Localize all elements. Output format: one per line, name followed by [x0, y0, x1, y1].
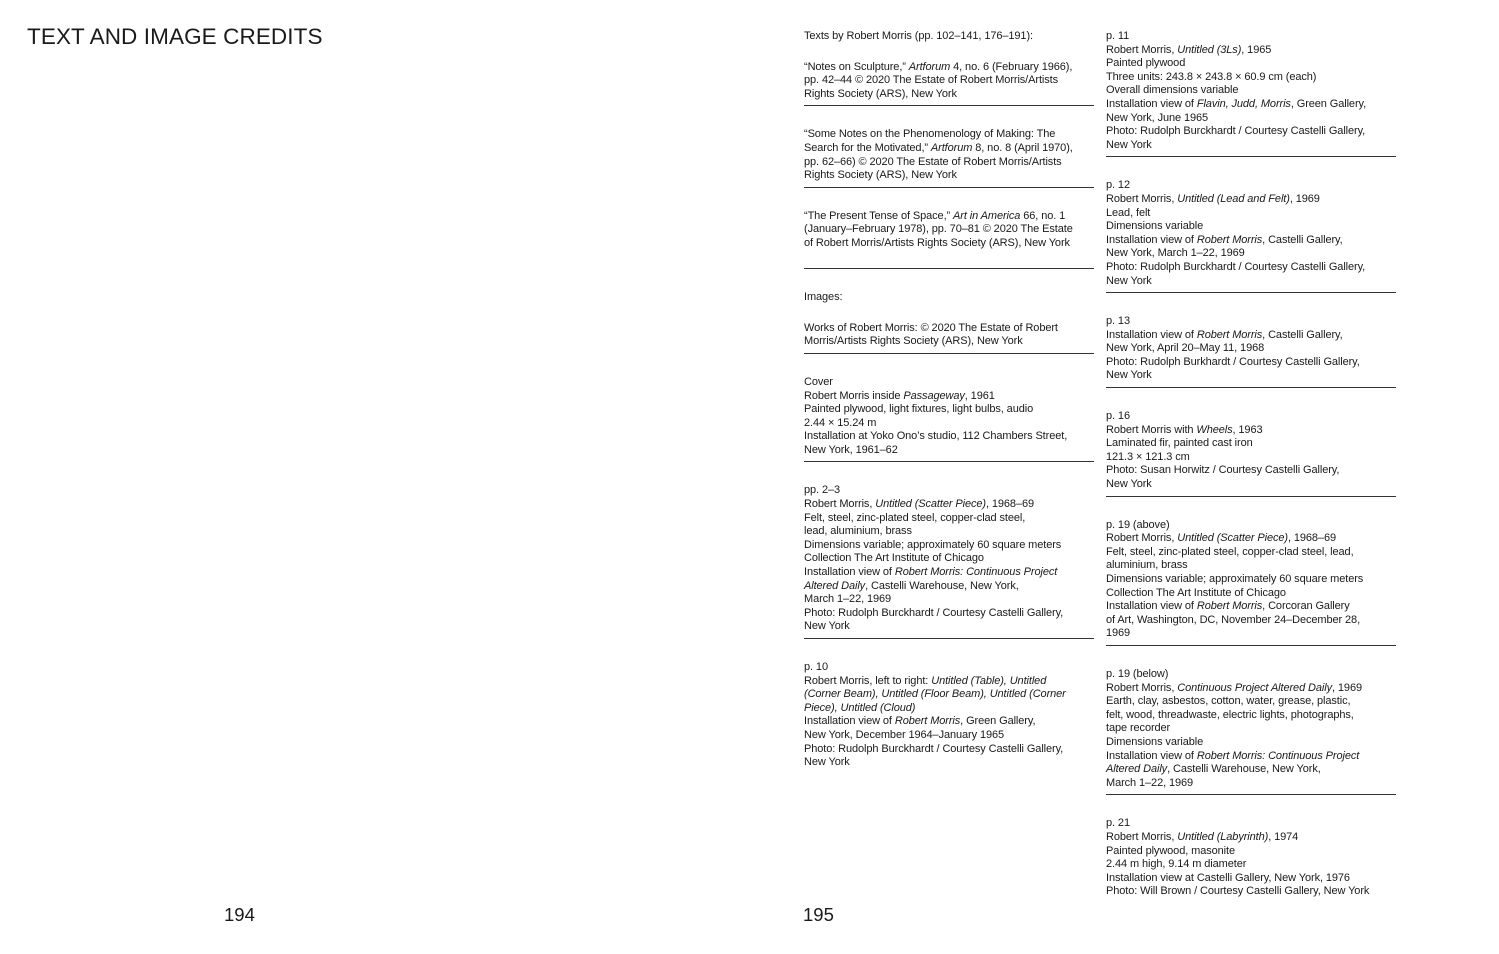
credit-entry	[1106, 315, 1396, 388]
credit-line: March 1–22, 1969	[1106, 776, 1194, 789]
credit-line: New York, March 1–22, 1969	[1106, 247, 1245, 260]
credit-line: p. 13	[1106, 315, 1130, 328]
credit-line: Installation view of Robert Morris: Continuous Project	[804, 566, 1058, 579]
credit-line: Robert Morris, Untitled (Labyrinth), 1974	[1106, 830, 1299, 843]
credit-line: Felt, steel, zinc-plated steel, copper-clad steel, lead,	[1106, 545, 1354, 558]
credit-line: Dimensions variable	[1106, 220, 1204, 233]
credit-entry	[804, 376, 1094, 463]
credit-line: lead, aluminium, brass	[804, 525, 912, 538]
credit-line: Painted plywood, masonite	[1106, 844, 1235, 857]
credit-line: aluminium, brass	[1106, 559, 1188, 572]
credit-line: Installation view at Castelli Gallery, New York, 1976	[1106, 871, 1350, 884]
credit-line: New York	[1106, 478, 1152, 491]
credit-line: Installation view of Flavin, Judd, Morris, Green Gallery,	[1106, 97, 1367, 110]
credit-line: New York	[804, 756, 850, 769]
credit-line: pp. 62–66) © 2020 The Estate of Robert Morris/Artists	[804, 155, 1062, 168]
credit-line: Installation view of Robert Morris, Castelli Gallery,	[1106, 328, 1343, 341]
credit-entry	[1106, 668, 1396, 795]
credit-line: Collection The Art Institute of Chicago	[804, 552, 984, 565]
credit-line: Morris/Artists Rights Society (ARS), New York	[804, 335, 1023, 348]
credit-line: Overall dimensions variable	[1106, 84, 1239, 97]
credit-line: Three units: 243.8 × 243.8 × 60.9 cm (each)	[1106, 70, 1317, 83]
credit-line: March 1–22, 1969	[804, 593, 892, 606]
credit-entry	[804, 484, 1094, 639]
credit-line: Cover	[804, 375, 833, 388]
credit-line: Images:	[804, 291, 843, 304]
credit-line: Felt, steel, zinc-plated steel, copper-clad steel,	[804, 511, 1026, 524]
credit-line: 121.3 × 121.3 cm	[1106, 450, 1190, 463]
credit-line: “Notes on Sculpture,” Artforum 4, no. 6 (February 1966),	[804, 60, 1073, 73]
credit-line: Photo: Rudolph Burckhardt / Courtesy Castelli Gallery,	[804, 742, 1064, 755]
credit-entry	[804, 291, 1094, 309]
credit-entry	[804, 61, 1094, 107]
page-title: TEXT AND IMAGE CREDITS	[27, 24, 323, 49]
credit-entry	[1106, 817, 1396, 903]
credit-line: New York, December 1964–January 1965	[804, 728, 1005, 741]
credit-line: Photo: Rudolph Burckhardt / Courtesy Castelli Gallery,	[1106, 125, 1366, 138]
credit-line: p. 16	[1106, 410, 1130, 423]
credit-line: Robert Morris, Untitled (Lead and Felt), 1969	[1106, 192, 1320, 205]
credit-entry	[1106, 519, 1396, 646]
credit-entry	[804, 128, 1094, 187]
credit-entry	[1106, 30, 1396, 157]
page-number-right: 195	[803, 904, 834, 925]
credit-line: pp. 42–44 © 2020 The Estate of Robert Morris/Artists	[804, 74, 1058, 87]
credit-line: New York	[1106, 274, 1152, 287]
credit-line: Altered Daily, Castelli Warehouse, New York,	[1106, 763, 1321, 776]
credit-line: (January–February 1978), pp. 70–81 © 2020 The Estate	[804, 223, 1073, 236]
credit-line: of Art, Washington, DC, November 24–December 28,	[1106, 613, 1361, 626]
credit-line: Lead, felt	[1106, 206, 1151, 219]
credit-line: “The Present Tense of Space,” Art in America 66, no. 1	[804, 209, 1066, 222]
credit-line: 2.44 × 15.24 m	[804, 416, 877, 429]
credit-line: Installation view of Robert Morris: Continuous Project	[1106, 749, 1360, 762]
credit-line: of Robert Morris/Artists Rights Society (ARS), New York	[804, 236, 1070, 249]
credit-line: Altered Daily, Castelli Warehouse, New York,	[804, 579, 1019, 592]
credit-line: pp. 2–3	[804, 484, 841, 497]
credit-line: New York	[804, 620, 850, 633]
credit-line: Rights Society (ARS), New York	[804, 87, 957, 100]
credit-line: Robert Morris, Untitled (Scatter Piece), 1968–69	[1106, 532, 1336, 545]
credit-line: p. 21	[1106, 817, 1130, 830]
credit-line: p. 12	[1106, 179, 1130, 192]
credit-line: Texts by Robert Morris (pp. 102–141, 176–191):	[804, 30, 1033, 42]
credit-line: New York, June 1965	[1106, 111, 1209, 124]
credit-line: Photo: Will Brown / Courtesy Castelli Gallery, New York	[1106, 885, 1370, 898]
credit-entry	[804, 210, 1094, 269]
credit-line: Photo: Susan Horwitz / Courtesy Castelli Gallery,	[1106, 464, 1340, 477]
credit-line: Installation view of Robert Morris, Green Gallery,	[804, 715, 1036, 728]
credit-entry	[804, 661, 1094, 774]
credit-line: (Corner Beam), Untitled (Floor Beam), Untitled (Corner	[804, 688, 1066, 701]
credit-line: Robert Morris, left to right: Untitled (Table), Untitled	[804, 674, 1047, 687]
credit-line: 1969	[1106, 627, 1131, 640]
credit-line: Rights Society (ARS), New York	[804, 169, 957, 182]
credit-line: Works of Robert Morris: © 2020 The Estate of Robert	[804, 321, 1058, 334]
credit-line: Search for the Motivated,” Artforum 8, no. 8 (April 1970),	[804, 141, 1073, 154]
credit-line: Robert Morris with Wheels, 1963	[1106, 423, 1263, 436]
credit-line: p. 19 (above)	[1106, 518, 1170, 531]
credit-line: Dimensions variable	[1106, 735, 1204, 748]
credit-line: p. 10	[804, 661, 828, 673]
credit-line: tape recorder	[1106, 722, 1171, 735]
page-number-left: 194	[224, 904, 255, 925]
credit-line: Robert Morris, Untitled (Scatter Piece), 1968–69	[804, 498, 1034, 511]
credit-line: Earth, clay, asbestos, cotton, water, grease, plastic,	[1106, 695, 1351, 708]
credit-line: 2.44 m high, 9.14 m diameter	[1106, 858, 1247, 871]
credit-line: Piece), Untitled (Cloud)	[804, 701, 916, 714]
credit-line: Painted plywood, light fixtures, light bulbs, audio	[804, 403, 1034, 416]
credit-line: Robert Morris inside Passageway, 1961	[804, 389, 995, 402]
credit-line	[804, 251, 1094, 265]
credit-line: Dimensions variable; approximately 60 square meters	[804, 538, 1062, 551]
credit-line: Painted plywood	[1106, 57, 1186, 70]
credit-line: Installation at Yoko Ono’s studio, 112 Chambers Street,	[804, 430, 1068, 443]
credit-entry	[804, 30, 1094, 48]
credit-line: Robert Morris, Continuous Project Altered Daily, 1969	[1106, 681, 1362, 694]
credit-line: Photo: Rudolph Burkhardt / Courtesy Castelli Gallery,	[1106, 355, 1360, 368]
credit-entry	[1106, 410, 1396, 497]
credit-line: Dimensions variable; approximately 60 square meters	[1106, 573, 1364, 585]
credit-line: New York	[1106, 138, 1152, 151]
credits-column-right	[1106, 30, 1396, 916]
credit-line: Photo: Rudolph Burckhardt / Courtesy Castelli Gallery,	[1106, 260, 1366, 273]
credit-entry	[1106, 179, 1396, 293]
credit-line: New York, 1961–62	[804, 443, 898, 456]
credit-line: p. 11	[1106, 30, 1130, 42]
credit-line: New York	[1106, 369, 1152, 382]
credit-line: felt, wood, threadwaste, electric lights, photographs,	[1106, 708, 1354, 721]
credit-line: “Some Notes on the Phenomenology of Making: The	[804, 128, 1056, 141]
credit-line: New York, April 20–May 11, 1968	[1106, 342, 1265, 355]
credit-line: p. 19 (below)	[1106, 667, 1169, 680]
credit-line: Installation view of Robert Morris, Corcoran Gallery	[1106, 600, 1350, 613]
credits-column-left	[804, 30, 1094, 787]
credit-line: Robert Morris, Untitled (3Ls), 1965	[1106, 43, 1272, 56]
credit-line: Photo: Rudolph Burckhardt / Courtesy Castelli Gallery,	[804, 606, 1064, 619]
credit-entry	[804, 322, 1094, 354]
credit-line: Laminated fir, painted cast iron	[1106, 437, 1253, 450]
credit-line: Collection The Art Institute of Chicago	[1106, 586, 1286, 599]
credit-line: Installation view of Robert Morris, Castelli Gallery,	[1106, 233, 1343, 246]
